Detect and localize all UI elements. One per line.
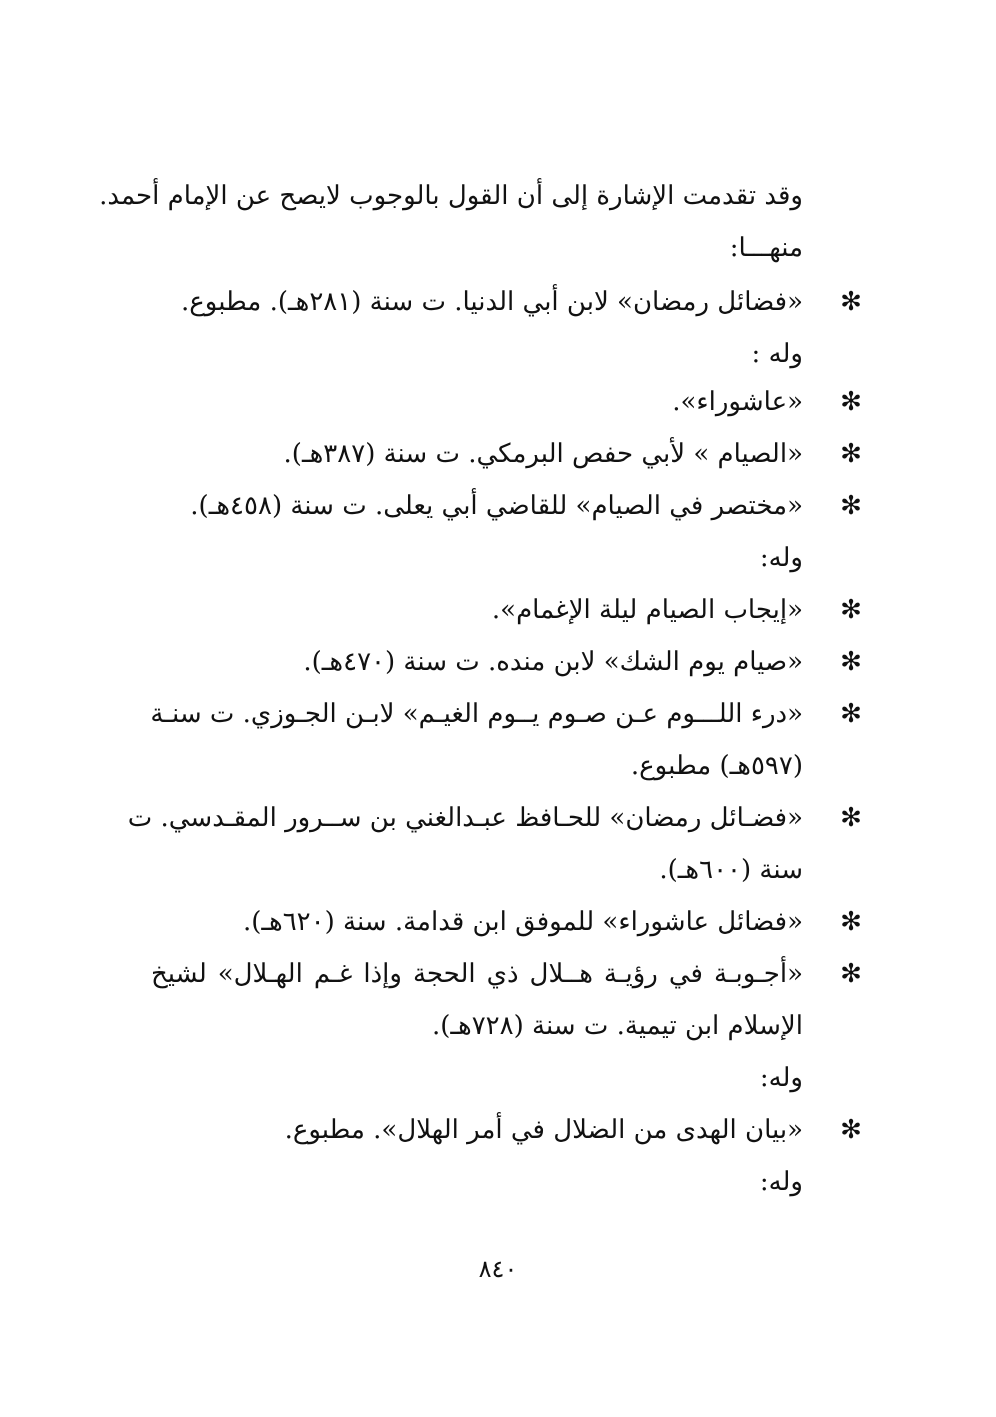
list-item: «إيجاب الصيام ليلة الإغمام». [491, 595, 803, 625]
page-number: ٨٤٠ [478, 1255, 518, 1283]
asterisk-icon: ✻ [840, 1115, 862, 1145]
asterisk-icon: ✻ [840, 647, 862, 677]
list-item: «أجـوبـة في رؤيـة هــلال ذي الحجة وإذا غـم الهـلال» لشيخ [151, 959, 803, 989]
asterisk-icon: ✻ [840, 803, 862, 833]
asterisk-icon: ✻ [840, 595, 862, 625]
section-label: وله: [759, 543, 803, 573]
intro-line-1: وقد تقدمت الإشارة إلى أن القول بالوجوب لايصح عن الإمام أحمد. [99, 181, 803, 211]
asterisk-icon: ✻ [840, 387, 862, 417]
list-item: «مختصر في الصيام» للقاضي أبي يعلى. ت سنة (٤٥٨هـ). [190, 491, 803, 521]
asterisk-icon: ✻ [840, 439, 862, 469]
list-item-continuation: سنة (٦٠٠هـ). [659, 855, 803, 885]
asterisk-icon: ✻ [840, 699, 862, 729]
section-label: وله: [759, 1063, 803, 1093]
intro-line-2: منهـــا: [729, 233, 803, 263]
list-item: «فضائل رمضان» لابن أبي الدنيا. ت سنة (٢٨١هـ). مطبوع. [181, 287, 803, 317]
asterisk-icon: ✻ [840, 907, 862, 937]
list-item: «الصيام » لأبي حفص البرمكي. ت سنة (٣٨٧هـ). [283, 439, 803, 469]
list-item: «فضـائل رمضان» للحـافظ عبـدالغني بن ســرور المقـدسي. ت [127, 803, 803, 833]
list-item-continuation: الإسلام ابن تيمية. ت سنة (٧٢٨هـ). [431, 1011, 803, 1041]
section-label: وله: [759, 1167, 803, 1197]
list-item: «صيام يوم الشك» لابن منده. ت سنة (٤٧٠هـ). [303, 647, 803, 677]
list-item: «فضائل عاشوراء» للموفق ابن قدامة. سنة (٦٢٠هـ). [242, 907, 803, 937]
section-label: وله : [751, 339, 803, 369]
list-item: «بيان الهدى من الضلال في أمر الهلال». مطبوع. [284, 1115, 803, 1145]
asterisk-icon: ✻ [840, 959, 862, 989]
list-item-continuation: (٥٩٧هـ) مطبوع. [630, 751, 803, 781]
list-item: «عاشوراء». [672, 387, 803, 417]
asterisk-icon: ✻ [840, 287, 862, 317]
list-item: «درء اللـــوم عـن صـوم يــوم الغيـم» لابـن الجـوزي. ت سنـة [150, 699, 803, 729]
asterisk-icon: ✻ [840, 491, 862, 521]
